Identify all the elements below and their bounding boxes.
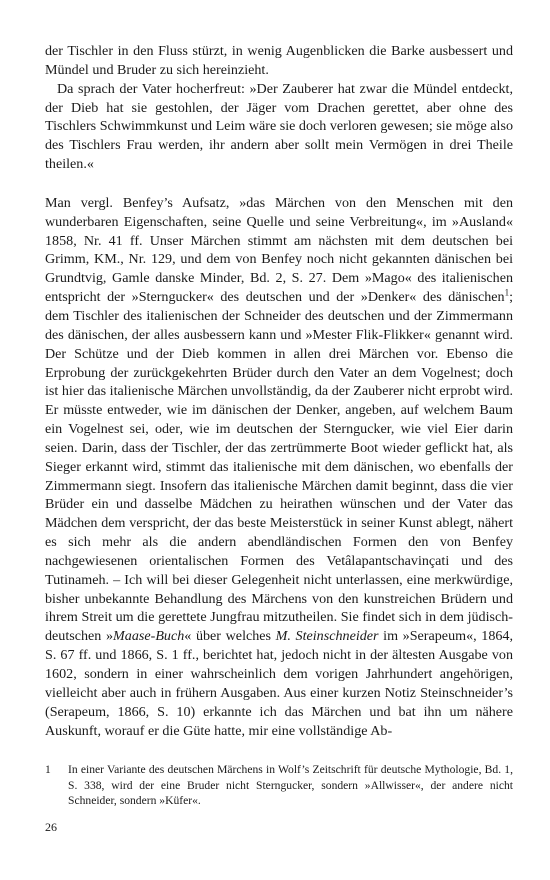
paragraph-commentary <box>45 194 513 740</box>
footnote-number: 1 <box>45 763 51 776</box>
paragraph-father-speech: Da sprach der Vater hocherfreut: »Der Zauberer hat zwar die Mündel entdeckt, der Dieb hat sie gestohlen, der Jäger vom Drachen gerettet, aber ohne des Tischlers Schwimmkunst und Leim wäre sie doch verloren gewesen; sie möge also des Tischlers Frau werden, ihr andern aber sollt mein Vermögen in drei Theile theilen.« <box>45 80 514 173</box>
commentary-text-b: ; dem Tischler des italienischen der Schneider des deutschen und der Zimmermann des dänischen, der alles ausbessern kann und »Mester Flik-Flikker« genannt wird. Der Schütze und der Dieb kommen in allen drei Märchen vor. Ebenso die Erprobung der zurückgekehrten Brüder durch den Vater an dem Vogelnest; doch ist hier das italienische Märchen unvollständig, da der Zauberer nicht erprobt wird. Er müsste entweder, wie im dänischen der Denker, angeben, auf welchem Baum ein Vogelnest sei, oder, wie im deutschen der Sterngucker, wie viel Eier darin seien. Darin, dass der Tischler, der das zertrümmerte Boot wieder geflickt hat, als Sieger erkannt wird, stimmt das italienische mit dem dänischen, wo ebenfalls der Zimmermann siegt. Insofern das italienische Märchen damit beginnt, dass die vier Brüder ein und dasselbe Mädchen zu heirathen wünschen und der Vater das Mädchen dem verspricht, der das beste Meisterstück in seiner Kunst ablegt, nähert es sich mehr als die andern abendländischen Formen den von Benfey nachgewiesenen orientalischen Formen des Vetâlapantschavinçati und des Tutinameh. – Ich will bei dieser Gelegenheit nicht unterlassen, eine merkwürdige, bisher unbekannte Behandlung des Märchens von den kunstreichen Brüdern und ihrem Streit um die gerettete Jungfrau mitzutheilen. Sie findet sich in dem jüdisch-deutschen » <box>45 289 513 645</box>
footnote-reference[interactable]: 1 <box>504 287 510 298</box>
page-number: 26 <box>45 820 57 834</box>
paragraph-gap <box>45 174 513 194</box>
author-name: M. Steinschneider <box>275 628 379 645</box>
commentary-text-a: Man vergl. Benfey’s Aufsatz, »das Märchen von den Menschen mit den wunderbaren Eigenschaften, seine Quelle und seine Verbreitung«, im »Ausland« 1858, Nr. 41 ff. Unser Märchen stimmt am nächsten mit dem deutschen bei Grimm, KM., Nr. 129, und dem von Benfey noch nicht gekannten dänischen bei Grundtvig, Gamle danske Minder, Bd. 2, S. 27. Dem »Mago« des italienischen entspricht der »Sterngucker« des deutschen und der »Denker« des dänischen <box>45 194 513 306</box>
book-title: Maase-Buch <box>113 628 185 645</box>
footnote-text: In einer Variante des deutschen Märchens in Wolf’s Zeitschrift für deutsche Mythologie, Bd. 1, S. 338, wird der eine Bruder nicht Sterngucker, sondern »Allwisser«, der andere nicht Schneider, sondern »Küfer«. <box>68 763 513 808</box>
footnotes <box>45 762 513 809</box>
paragraph-continuation: der Tischler in den Fluss stürzt, in wenig Augenblicken die Barke ausbessert und Mündel und Bruder zu sich hereinzieht. <box>45 43 513 78</box>
commentary-text-c: « über welches <box>184 628 276 645</box>
commentary-text-d: im »Serapeum«, 1864, S. 67 ff. und 1866, S. 1 ff., berichtet hat, jedoch nicht in der ältesten Ausgabe von 1602, sondern in einer wahrscheinlich dem vorigen Jahrhundert angehörigen, vielleicht aber auch in frühern Ausgaben. Aus einer kurzen Notiz Steinschneider’s (Serapeum, 1866, S. 10) erkannte ich das Märchen und bat ihn um nähere Auskunft, worauf er die Güte hatte, mir eine vollständige Ab- <box>45 628 513 739</box>
page-body <box>45 42 513 740</box>
footnote <box>45 762 513 809</box>
